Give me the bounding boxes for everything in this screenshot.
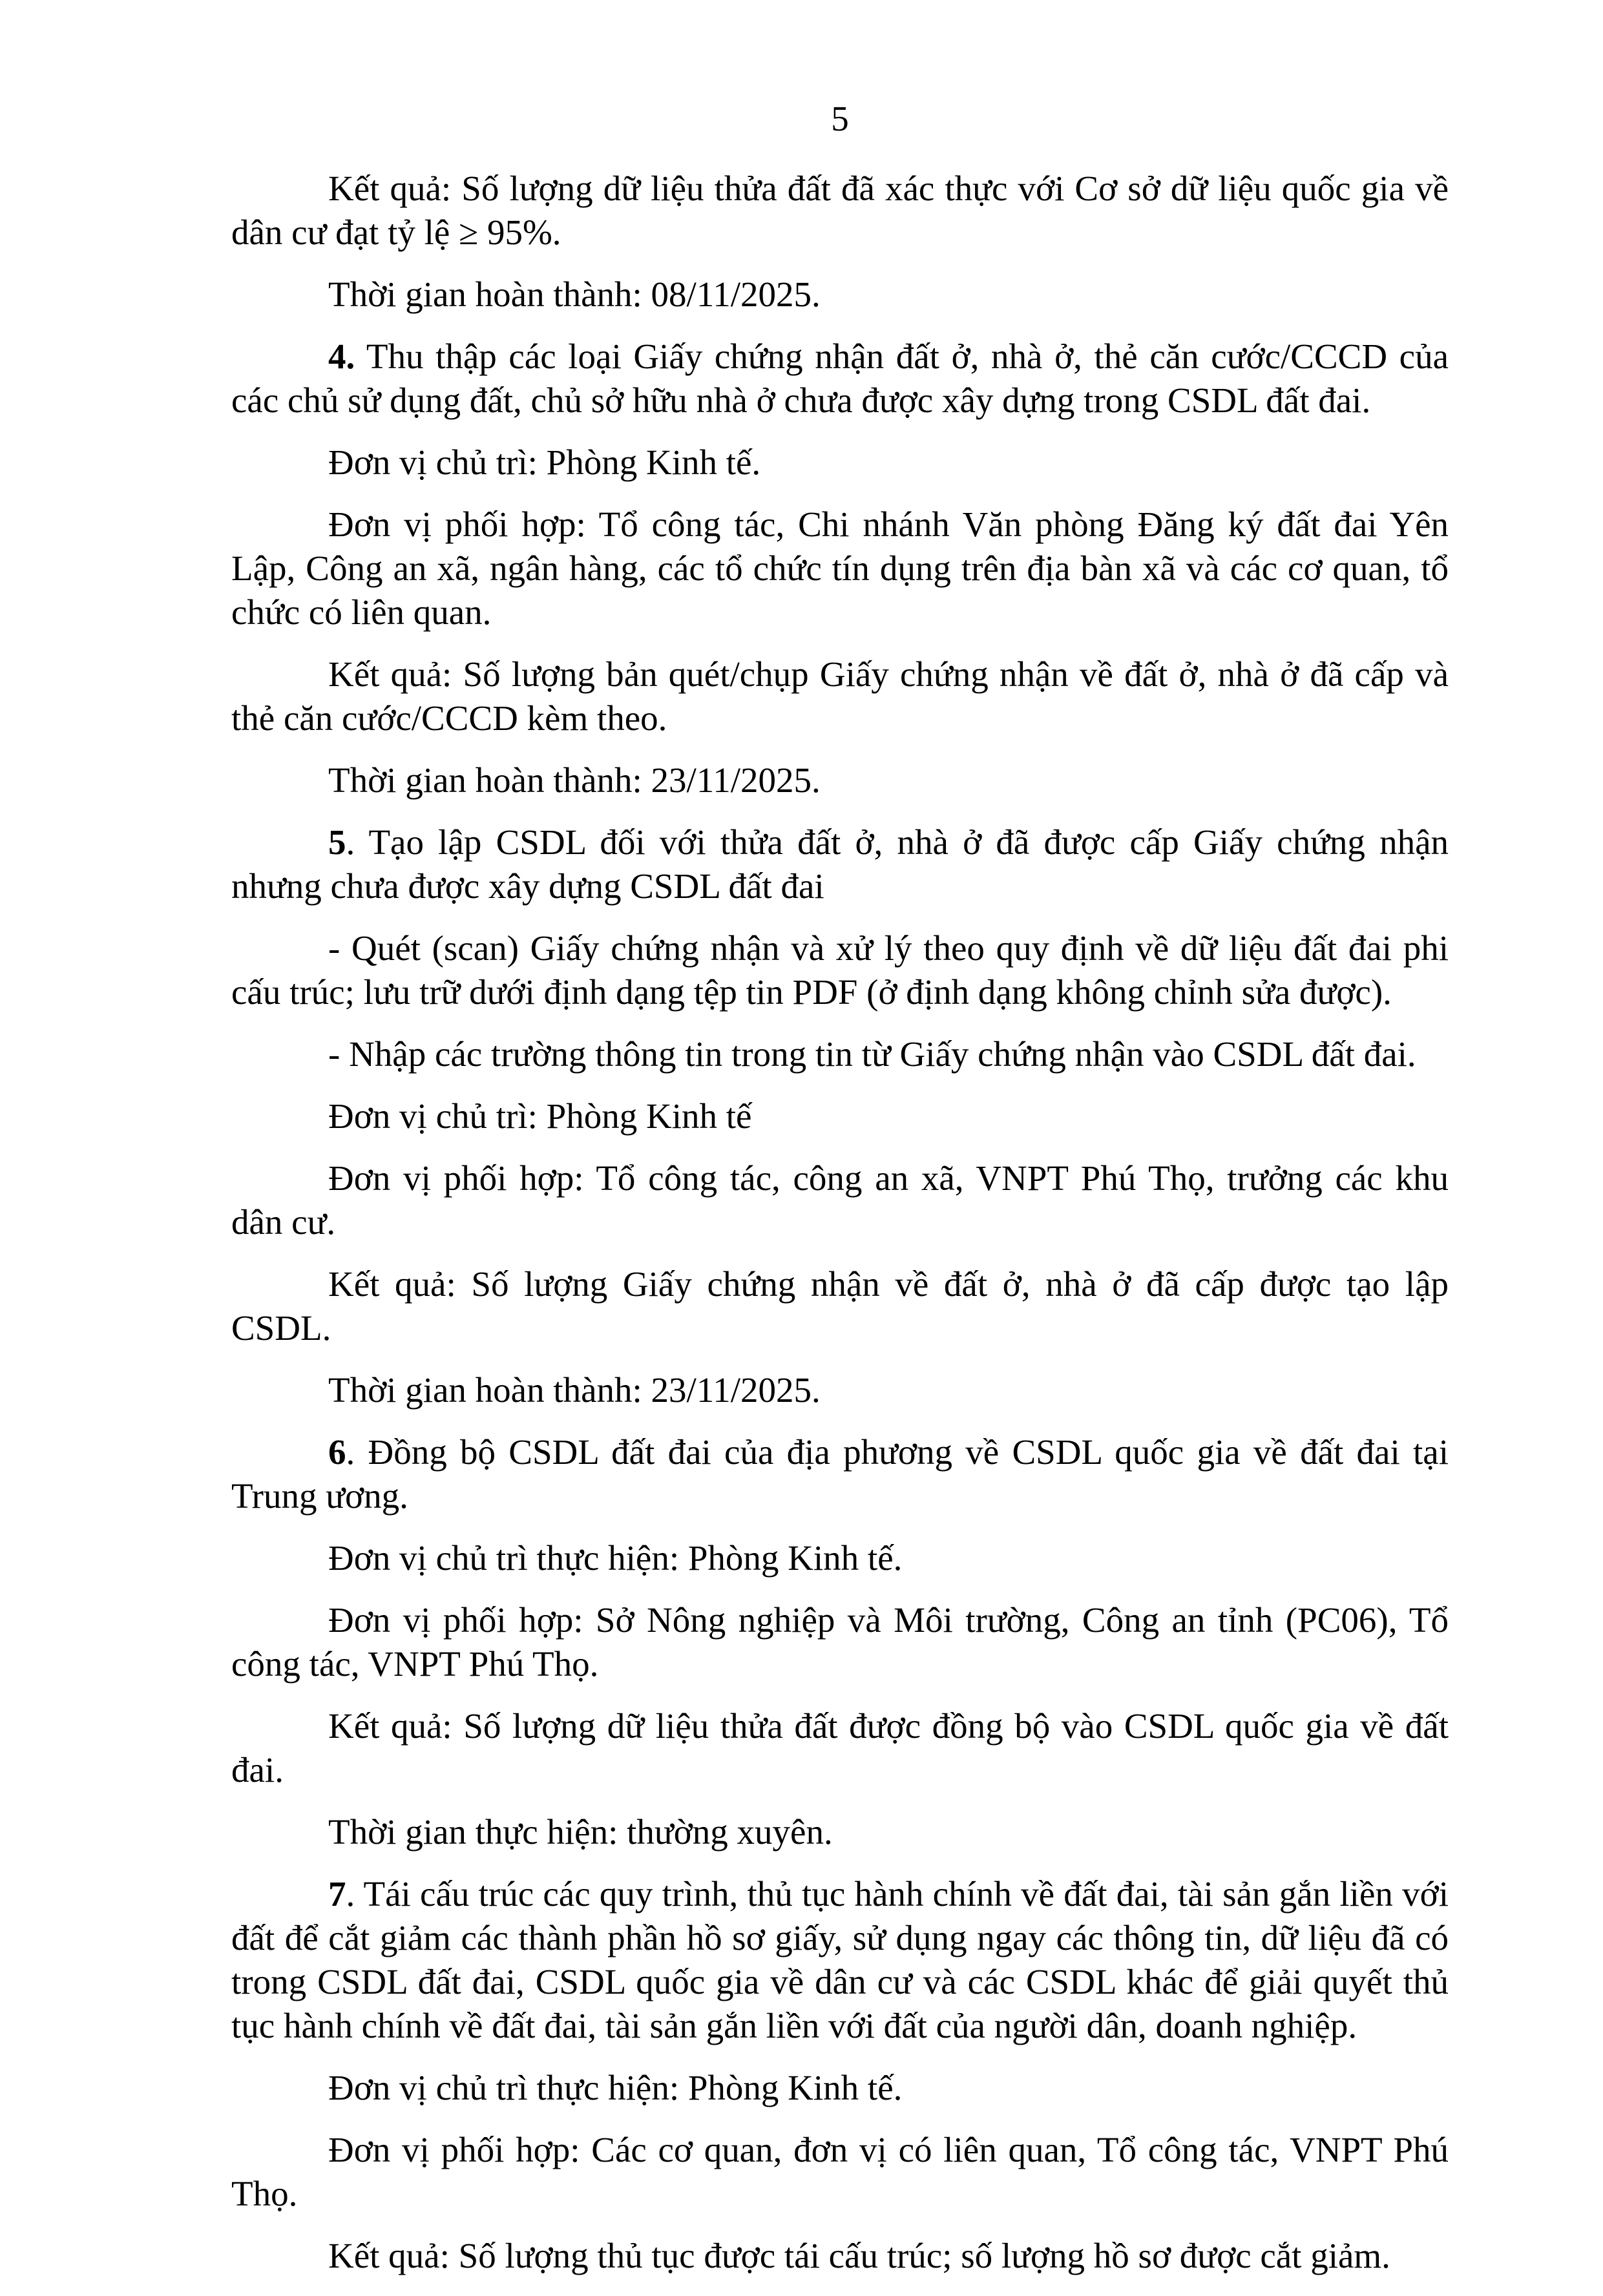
paragraph-result [231, 652, 1449, 740]
paragraph-lead-unit [231, 2066, 1449, 2110]
paragraph-coordinating-units [231, 503, 1449, 634]
page-number: 5 [831, 99, 849, 138]
paragraph-text: - Quét (scan) Giấy chứng nhận và xử lý theo quy định về dữ liệu đất đai phi cấu trúc; lưu trữ dưới định dạng tệp tin PDF (ở định dạng không chỉnh sửa được). [231, 928, 1449, 1012]
paragraph-text: . Đồng bộ CSDL đất đai của địa phương về CSDL quốc gia về đất đai tại Trung ương. [231, 1432, 1449, 1516]
paragraph-completion-date [231, 1368, 1449, 1412]
paragraph-text: Thời gian hoàn thành: 08/11/2025. [328, 275, 821, 314]
paragraph-coordinating-units [231, 1598, 1449, 1686]
paragraph-implementation-time [231, 1810, 1449, 1854]
paragraph-coordinating-units [231, 1156, 1449, 1244]
paragraph-text: Đơn vị phối hợp: Tổ công tác, công an xã, VNPT Phú Thọ, trưởng các khu dân cư. [231, 1158, 1449, 1242]
paragraph-text: Kết quả: Số lượng bản quét/chụp Giấy chứng nhận về đất ở, nhà ở đã cấp và thẻ căn cước/CCCD kèm theo. [231, 654, 1449, 738]
paragraph-text: . Tái cấu trúc các quy trình, thủ tục hành chính về đất đai, tài sản gắn liền với đất để cắt giảm các thành phần hồ sơ giấy, sử dụng ngay các thông tin, dữ liệu đã có trong CSDL đất đai, CSDL quốc gia về dân cư và các CSDL khác để giải quyết thủ tục hành chính về đất đai, tài sản gắn liền với đất của người dân, doanh nghiệp. [231, 1874, 1449, 2045]
paragraph-text: Đơn vị chủ trì thực hiện: Phòng Kinh tế. [328, 2068, 903, 2107]
item-number: 4. [328, 337, 355, 376]
paragraph-text: Kết quả: Số lượng dữ liệu thửa đất được đồng bộ vào CSDL quốc gia về đất đai. [231, 1706, 1449, 1790]
paragraph-text: Đơn vị phối hợp: Sở Nông nghiệp và Môi trường, Công an tỉnh (PC06), Tổ công tác, VNPT Phú Thọ. [231, 1600, 1449, 1684]
paragraph-text: Đơn vị chủ trì thực hiện: Phòng Kinh tế. [328, 1538, 903, 1578]
paragraph-text: Đơn vị phối hợp: Tổ công tác, Chi nhánh Văn phòng Đăng ký đất đai Yên Lập, Công an xã, ngân hàng, các tổ chức tín dụng trên địa bàn xã và các cơ quan, tổ chức có liên quan. [231, 505, 1449, 632]
paragraph-text: Thời gian thực hiện: thường xuyên. [328, 1812, 833, 1852]
item-number: 6 [328, 1432, 346, 1472]
paragraph-coordinating-units [231, 2128, 1449, 2216]
paragraph-item-4 [231, 335, 1449, 423]
item-number: 5 [328, 822, 346, 862]
paragraph-text: Thu thập các loại Giấy chứng nhận đất ở, nhà ở, thẻ căn cước/CCCD của các chủ sử dụng đất, chủ sở hữu nhà ở chưa được xây dựng trong CSDL đất đai. [231, 337, 1449, 420]
paragraph-lead-unit [231, 1536, 1449, 1580]
paragraph-result [231, 2234, 1449, 2278]
paragraph-text: Kết quả: Số lượng thủ tục được tái cấu trúc; số lượng hồ sơ được cắt giảm. [328, 2236, 1390, 2275]
document-body [231, 167, 1449, 2296]
paragraph-lead-unit [231, 1094, 1449, 1138]
paragraph-text: - Nhập các trường thông tin trong tin từ Giấy chứng nhận vào CSDL đất đai. [328, 1034, 1416, 1074]
paragraph-result [231, 1704, 1449, 1792]
paragraph-result-population-db [231, 167, 1449, 255]
paragraph-text: Đơn vị phối hợp: Các cơ quan, đơn vị có liên quan, Tổ công tác, VNPT Phú Thọ. [231, 2130, 1449, 2213]
paragraph-item-5 [231, 820, 1449, 908]
paragraph-result [231, 1262, 1449, 1350]
paragraph-text: Kết quả: Số lượng dữ liệu thửa đất đã xác thực với Cơ sở dữ liệu quốc gia về dân cư đạt tỷ lệ ≥ 95%. [231, 169, 1449, 252]
paragraph-completion-date [231, 273, 1449, 317]
paragraph-item-6 [231, 1430, 1449, 1518]
paragraph-text: Thời gian hoàn thành: 23/11/2025. [328, 1370, 821, 1410]
paragraph-bullet-input [231, 1032, 1449, 1076]
paragraph-text: Đơn vị chủ trì: Phòng Kinh tế [328, 1096, 752, 1136]
paragraph-text: Kết quả: Số lượng Giấy chứng nhận về đất ở, nhà ở đã cấp được tạo lập CSDL. [231, 1264, 1449, 1348]
paragraph-completion-date [231, 758, 1449, 802]
paragraph-text: Thời gian hoàn thành: 23/11/2025. [328, 760, 821, 800]
paragraph-text: Đơn vị chủ trì: Phòng Kinh tế. [328, 443, 761, 482]
paragraph-lead-unit [231, 441, 1449, 485]
paragraph-bullet-scan [231, 926, 1449, 1014]
document-page [231, 0, 1449, 2275]
paragraph-text: . Tạo lập CSDL đối với thửa đất ở, nhà ở đã được cấp Giấy chứng nhận nhưng chưa được xây dựng CSDL đất đai [231, 822, 1449, 906]
item-number: 7 [328, 1874, 346, 1914]
paragraph-item-7 [231, 1872, 1449, 2048]
